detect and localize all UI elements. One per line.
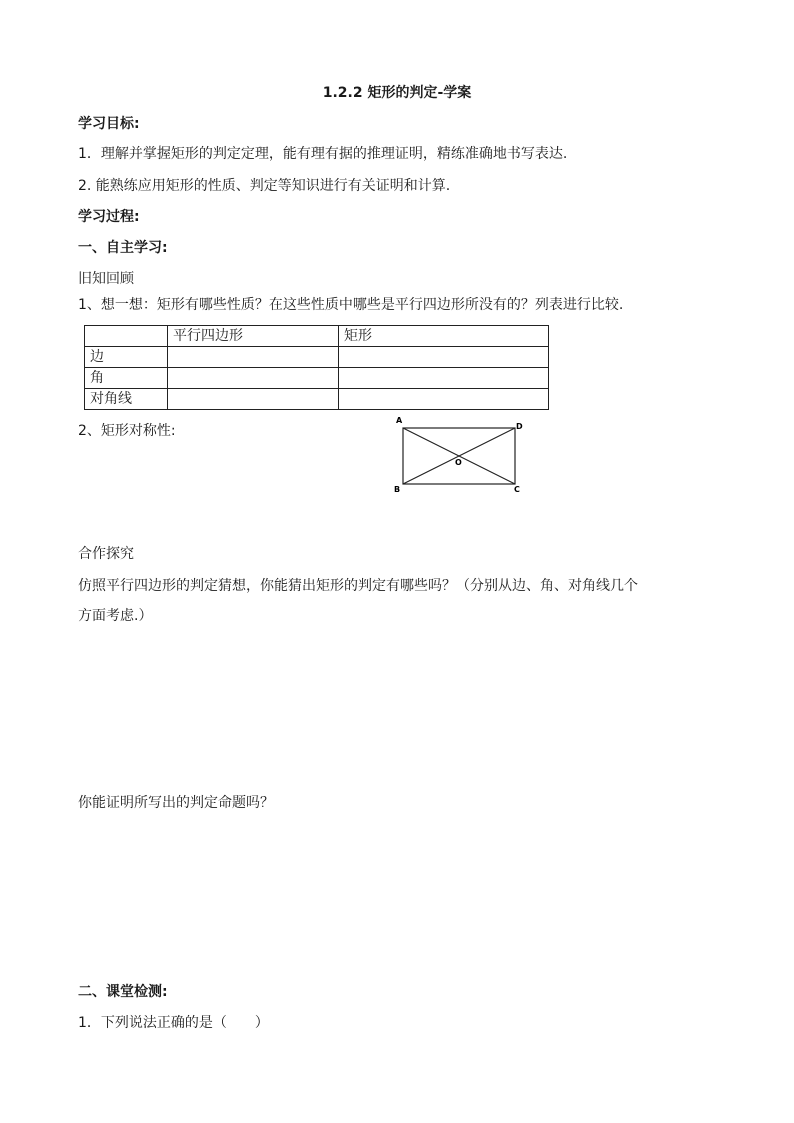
part1-heading: 一、自主学习: bbox=[78, 240, 168, 256]
table-cell bbox=[168, 368, 339, 389]
coop-text-line-2: 方面考虑.） bbox=[78, 608, 153, 624]
coop-label: 合作探究 bbox=[78, 546, 134, 562]
check-question-1: 1．下列说法正确的是（ ） bbox=[78, 1015, 269, 1031]
review-label: 旧知回顾 bbox=[78, 271, 134, 287]
objectives-heading: 学习目标: bbox=[78, 116, 140, 132]
table-row bbox=[85, 389, 549, 410]
vertex-label-c: C bbox=[514, 485, 520, 494]
page-title: 1.2.2 矩形的判定-学案 bbox=[322, 85, 472, 101]
table-cell bbox=[168, 389, 339, 410]
objective-item-1: 1．理解并掌握矩形的判定定理，能有理有据的推理证明，精练准确地书写表达. bbox=[78, 146, 568, 162]
question-2: 2、矩形对称性: bbox=[78, 423, 176, 439]
table-header-cell bbox=[85, 326, 168, 347]
comparison-table bbox=[84, 325, 549, 410]
table-cell bbox=[339, 347, 549, 368]
table-cell: 对角线 bbox=[85, 389, 168, 410]
coop-text-line-1: 仿照平行四边形的判定猜想，你能猜出矩形的判定有哪些吗？（分别从边、角、对角线几个 bbox=[78, 578, 638, 594]
center-label-o: O bbox=[455, 458, 462, 467]
question-1: 1、想一想：矩形有哪些性质？在这些性质中哪些是平行四边形所没有的？列表进行比较. bbox=[78, 297, 624, 313]
vertex-label-d: D bbox=[516, 422, 523, 431]
objective-item-2: 2. 能熟练应用矩形的性质、判定等知识进行有关证明和计算. bbox=[78, 178, 451, 194]
part2-heading: 二、课堂检测: bbox=[78, 984, 168, 1000]
table-cell bbox=[168, 347, 339, 368]
table-row bbox=[85, 368, 549, 389]
table-header-cell: 平行四边形 bbox=[168, 326, 339, 347]
table-header-cell: 矩形 bbox=[339, 326, 549, 347]
table-cell: 边 bbox=[85, 347, 168, 368]
rectangle-figure bbox=[388, 412, 528, 498]
vertex-label-a: A bbox=[396, 416, 403, 425]
table-cell: 角 bbox=[85, 368, 168, 389]
table-row bbox=[85, 347, 549, 368]
table-cell bbox=[339, 389, 549, 410]
table-cell bbox=[339, 368, 549, 389]
vertex-label-b: B bbox=[394, 485, 401, 494]
prove-question: 你能证明所写出的判定命题吗？ bbox=[78, 795, 274, 811]
table-header-row bbox=[85, 326, 549, 347]
process-heading: 学习过程: bbox=[78, 209, 140, 225]
